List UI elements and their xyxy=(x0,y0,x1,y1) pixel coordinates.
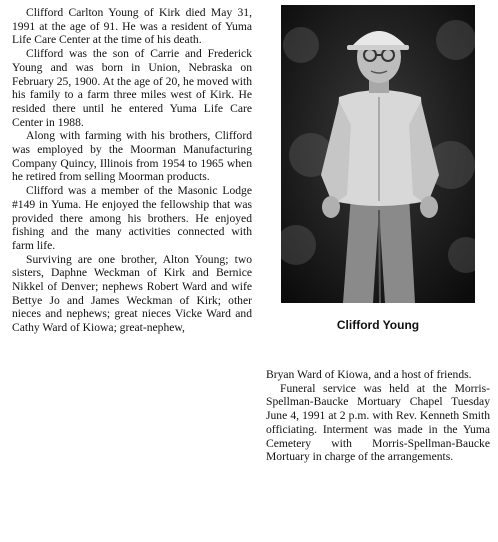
paragraph-intro: Clifford Carlton Young of Kirk died May 31, 1991 at the age of 91. He was a resident of Yuma Life Care Center at the time of his death. xyxy=(12,6,252,47)
right-column xyxy=(266,368,490,464)
paragraph-funeral: Funeral service was held at the Morris-Spellman-Baucke Mortuary Chapel Tuesday June 4, 1991 at 2 p.m. with Rev. Kenneth Smith officiating. Interment was made in the Yuma Cemetery with Morris-Spellman-Baucke Mortuary in charge of the arrangements. xyxy=(266,381,490,464)
paragraph-survivors-continued: Bryan Ward of Kiowa, and a host of friends. xyxy=(266,368,472,381)
left-column xyxy=(12,6,252,335)
paragraph-lodge: Clifford was a member of the Masonic Lodge #149 in Yuma. He enjoyed the fellowship that was provided there among his brothers. He enjoyed fishing and the many activities connected with farm life. xyxy=(12,184,252,252)
portrait-photo xyxy=(281,5,475,303)
paragraph-career: Along with farming with his brothers, Clifford was employed by the Moorman Manufacturing Company Quincy, Illinois from 1954 to 1965 when he retired from selling Moorman products. xyxy=(12,129,252,184)
paragraph-survivors: Surviving are one brother, Alton Young; two sisters, Daphne Weckman of Kirk and Bernice Nikkel of Denver; nephews Robert Ward and wife Bettye Jo and James Weckman of Kirk; other nieces and nephews; great nieces Vicke Ward and Cathy Ward of Kiowa; great-nephew, xyxy=(12,252,252,335)
photo-caption: Clifford Young xyxy=(336,318,420,332)
portrait-image xyxy=(281,5,475,303)
paragraph-family: Clifford was the son of Carrie and Frederick Young and was born in Union, Nebraska on February 25, 1900. At the age of 20, he moved with his family to a farm three miles west of Kirk. He resided there until he entered Yuma Life Care Center in 1988. xyxy=(12,47,252,129)
